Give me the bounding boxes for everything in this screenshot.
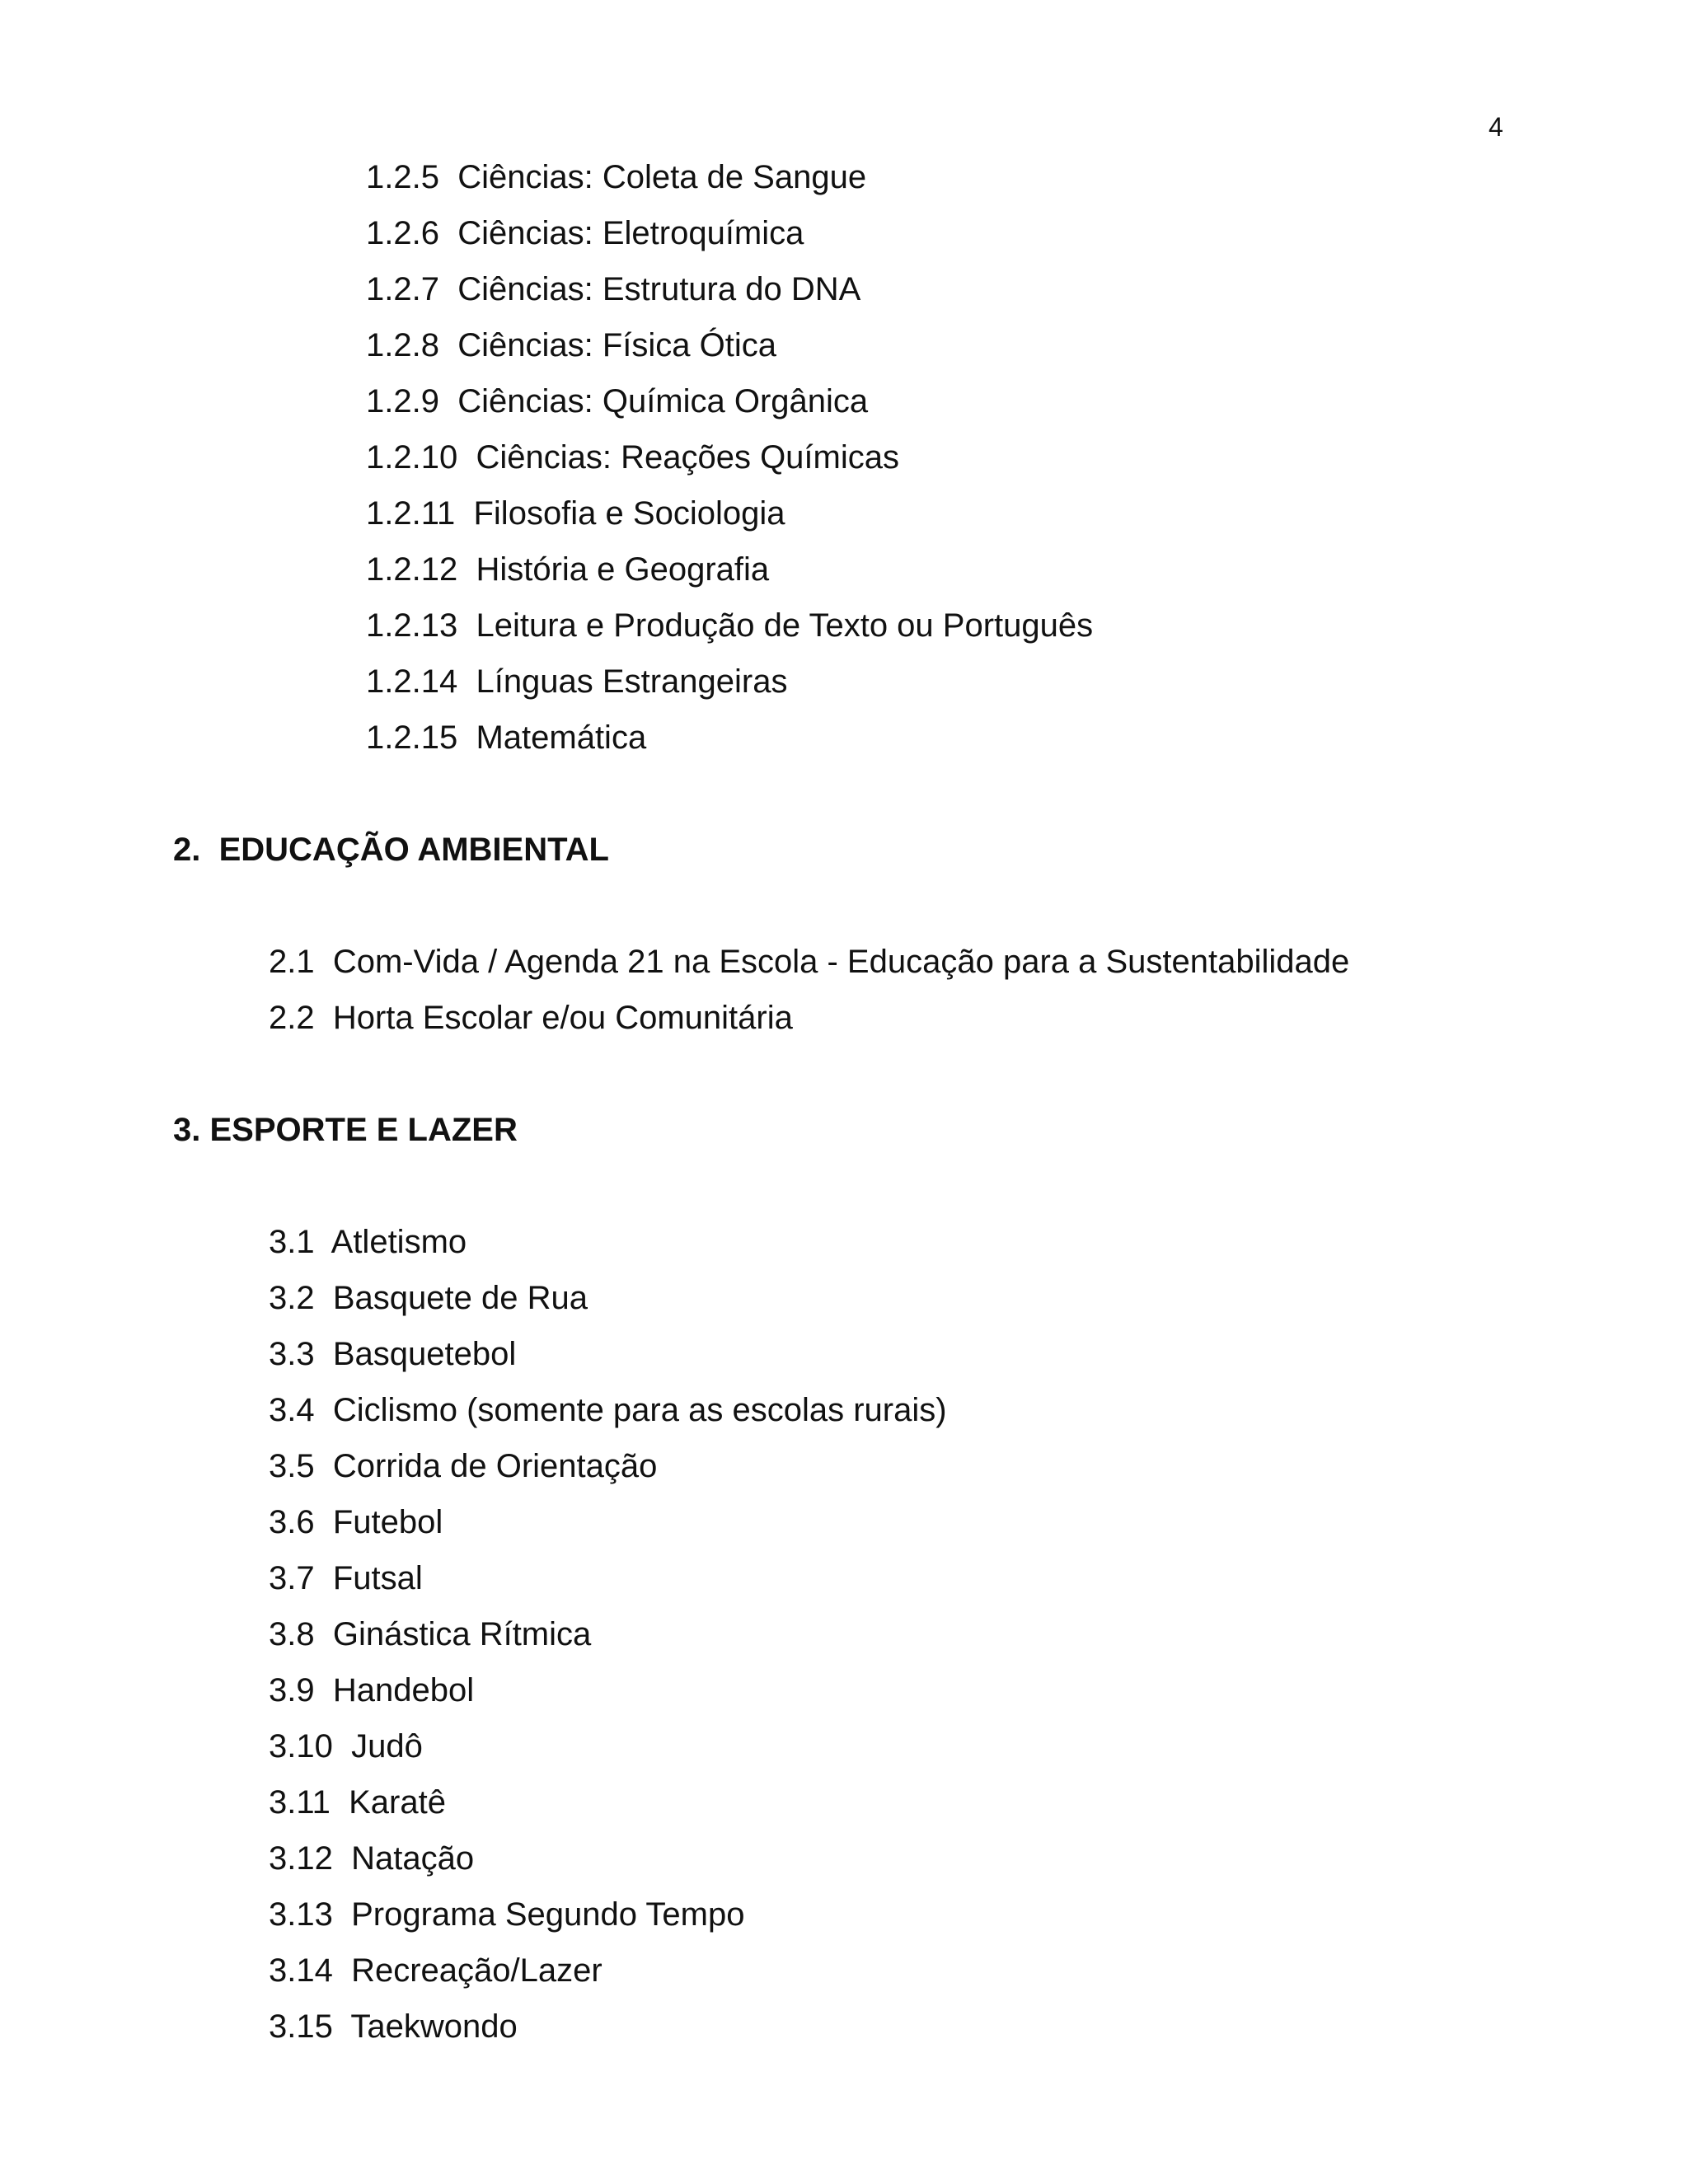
item-number: 1.2.5 [366, 159, 439, 195]
item-number: 3.5 [269, 1448, 315, 1484]
item-number: 3.15 [269, 2008, 333, 2045]
item-number: 3.7 [269, 1560, 315, 1596]
item-label: Taekwondo [350, 2008, 518, 2045]
list-item [269, 998, 793, 1038]
list-item [366, 382, 868, 421]
item-number: 1.2.15 [366, 719, 458, 756]
list-item [269, 1727, 423, 1766]
item-number: 1.2.11 [366, 495, 456, 532]
list-item [269, 1558, 423, 1598]
item-label: Basquetebol [332, 1336, 517, 1372]
item-label: Recreação/Lazer [351, 1952, 603, 1989]
list-item [269, 1390, 947, 1430]
item-label: Horta Escolar e/ou Comunitária [332, 1000, 793, 1036]
item-label: Basquete de Rua [332, 1280, 588, 1316]
item-label: Ciências: Física Ótica [457, 327, 776, 363]
item-label: Handebol [332, 1672, 475, 1708]
list-item [366, 326, 776, 365]
item-number: 1.2.10 [366, 439, 458, 476]
list-item [366, 269, 860, 309]
item-number: 2.1 [269, 944, 315, 980]
item-number: 3.4 [269, 1392, 315, 1428]
item-label: Ciências: Estrutura do DNA [457, 271, 861, 307]
list-item [366, 606, 1093, 645]
list-item [269, 1895, 744, 1934]
item-label: Leitura e Produção de Texto ou Português [476, 607, 1094, 644]
list-item [269, 2007, 518, 2046]
item-label: Ciências: Coleta de Sangue [457, 159, 867, 195]
item-number: 1.2.13 [366, 607, 458, 644]
item-label: Corrida de Orientação [332, 1448, 658, 1484]
list-item [269, 1615, 591, 1654]
list-item [269, 1502, 443, 1542]
list-item [269, 1951, 603, 1990]
item-label: Karatê [349, 1784, 446, 1821]
list-item [366, 718, 646, 757]
item-number: 3.13 [269, 1896, 333, 1933]
item-number: 3.8 [269, 1616, 315, 1652]
list-item [366, 494, 785, 533]
item-label: Ginástica Rítmica [332, 1616, 592, 1652]
list-item [366, 157, 866, 197]
item-label: Matemática [476, 719, 647, 756]
item-label: Atletismo [331, 1224, 467, 1260]
item-number: 2.2 [269, 1000, 315, 1036]
item-label: Ciências: Eletroquímica [457, 215, 804, 251]
item-number: 3.1 [269, 1224, 315, 1260]
list-item [269, 1334, 516, 1374]
item-number: 3.10 [269, 1728, 333, 1765]
list-item [269, 1671, 474, 1710]
list-item [366, 213, 804, 253]
item-number: 3.3 [269, 1336, 315, 1372]
list-item [366, 438, 899, 477]
page-number: 4 [1489, 112, 1503, 142]
item-label: Futsal [332, 1560, 423, 1596]
item-label: Ciências: Química Orgânica [457, 383, 869, 419]
item-number: 3.2 [269, 1280, 315, 1316]
list-item [269, 942, 1349, 982]
item-number: 3.9 [269, 1672, 315, 1708]
item-label: Ciências: Reações Químicas [476, 439, 899, 476]
item-number: 1.2.7 [366, 271, 439, 307]
item-number: 1.2.12 [366, 551, 458, 588]
item-label: Línguas Estrangeiras [476, 663, 788, 700]
item-number: 1.2.6 [366, 215, 439, 251]
section-heading: 3. ESPORTE E LAZER [173, 1112, 518, 1148]
item-label: Com-Vida / Agenda 21 na Escola - Educação para a Sustentabilidade [332, 944, 1350, 980]
section-heading: 2. EDUCAÇÃO AMBIENTAL [173, 832, 609, 868]
item-number: 1.2.8 [366, 327, 439, 363]
item-number: 3.12 [269, 1840, 333, 1877]
item-label: Programa Segundo Tempo [351, 1896, 745, 1933]
list-item [366, 550, 769, 589]
item-number: 3.14 [269, 1952, 333, 1989]
list-item [269, 1839, 474, 1878]
item-label: Filosofia e Sociologia [473, 495, 785, 532]
item-number: 1.2.9 [366, 383, 439, 419]
item-label: Judô [351, 1728, 423, 1765]
list-item [269, 1446, 657, 1486]
item-label: História e Geografia [476, 551, 770, 588]
item-label: Natação [351, 1840, 475, 1877]
item-number: 3.11 [269, 1784, 331, 1821]
item-number: 1.2.14 [366, 663, 458, 700]
list-item [269, 1783, 446, 1822]
item-label: Ciclismo (somente para as escolas rurais) [332, 1392, 947, 1428]
list-item [269, 1278, 588, 1318]
list-item [366, 662, 787, 701]
item-number: 3.6 [269, 1504, 315, 1540]
item-label: Futebol [332, 1504, 443, 1540]
list-item [269, 1222, 467, 1262]
